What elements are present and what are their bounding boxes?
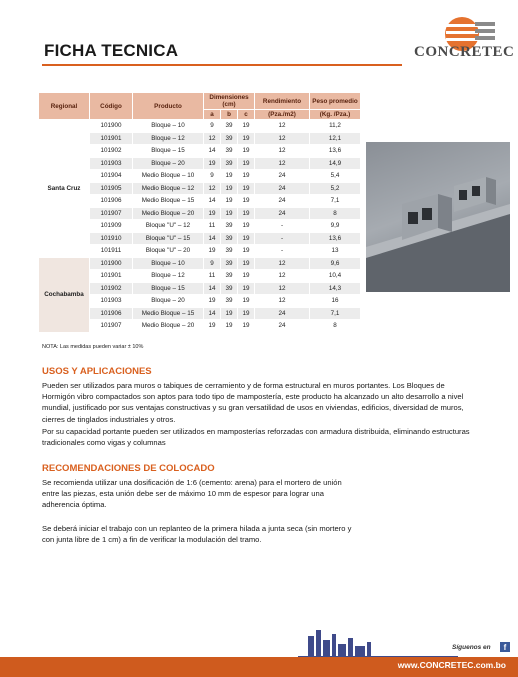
cell-b: 39	[221, 257, 238, 270]
cell-b: 39	[221, 245, 238, 258]
cell-producto: Medio Bloque – 20	[133, 207, 204, 220]
col-rendimiento: Rendimiento	[255, 93, 310, 110]
cell-a: 19	[204, 245, 221, 258]
page-title: FICHA TECNICA	[44, 41, 179, 60]
cell-b: 19	[221, 320, 238, 333]
cell-rendimiento: 24	[255, 320, 310, 333]
cell-codigo: 101901	[90, 270, 133, 283]
col-peso-unit: (Kg. /Pza.)	[310, 110, 361, 120]
cell-producto: Bloque – 15	[133, 145, 204, 158]
cell-a: 14	[204, 232, 221, 245]
cell-c: 19	[238, 307, 255, 320]
col-regional: Regional	[39, 93, 90, 120]
cell-c: 19	[238, 182, 255, 195]
cell-producto: Medio Bloque – 15	[133, 307, 204, 320]
spec-table	[38, 92, 361, 333]
cell-b: 19	[221, 195, 238, 208]
cell-c: 19	[238, 132, 255, 145]
usos-paragraph-1: Pueden ser utilizados para muros o tabiques de cerramiento y de forma estructural en muros portantes. Los Bloques de Hormigón vibro compactados son aptos para todo tipo de mampostería, este producto ha alcanzado un alto desarrollo a nivel mundial, justificado por sus ventajas constructivas y su gran versatilidad de usos en viviendas, edificios, diversidad de muros, cierres de tinglados industriales y otros.	[42, 381, 464, 424]
cell-rendimiento: 12	[255, 157, 310, 170]
cell-codigo: 101904	[90, 170, 133, 183]
col-b: b	[221, 110, 238, 120]
cell-c: 19	[238, 295, 255, 308]
cell-b: 19	[221, 307, 238, 320]
cell-c: 19	[238, 195, 255, 208]
cell-c: 19	[238, 282, 255, 295]
cell-producto: Bloque – 15	[133, 282, 204, 295]
usos-heading: USOS Y APLICACIONES	[42, 366, 152, 377]
cell-peso: 7,1	[310, 307, 361, 320]
cell-codigo: 101906	[90, 307, 133, 320]
follow-us-label: Síguenos en	[452, 644, 491, 651]
cell-producto: Bloque "U" – 20	[133, 245, 204, 258]
cell-a: 9	[204, 170, 221, 183]
cell-rendimiento: -	[255, 245, 310, 258]
cell-producto: Bloque – 20	[133, 295, 204, 308]
cell-a: 14	[204, 145, 221, 158]
cell-peso: 9,9	[310, 220, 361, 233]
cell-producto: Bloque – 10	[133, 257, 204, 270]
cell-c: 19	[238, 257, 255, 270]
concrete-block-photo	[366, 142, 510, 292]
cell-b: 19	[221, 182, 238, 195]
cell-a: 19	[204, 157, 221, 170]
cell-b: 39	[221, 232, 238, 245]
cell-codigo: 101901	[90, 132, 133, 145]
cell-codigo: 101907	[90, 207, 133, 220]
website-url[interactable]: www.CONCRETEC.com.bo	[397, 660, 506, 670]
cell-b: 39	[221, 132, 238, 145]
cell-a: 19	[204, 295, 221, 308]
city-skyline-graphic	[298, 626, 458, 660]
cell-producto: Bloque "U" – 12	[133, 220, 204, 233]
cell-a: 14	[204, 195, 221, 208]
cell-codigo: 101903	[90, 157, 133, 170]
cell-c: 19	[238, 270, 255, 283]
cell-rendimiento: 12	[255, 282, 310, 295]
cell-codigo: 101907	[90, 320, 133, 333]
cell-codigo: 101903	[90, 295, 133, 308]
cell-rendimiento: 24	[255, 207, 310, 220]
cell-rendimiento: 24	[255, 182, 310, 195]
cell-b: 39	[221, 157, 238, 170]
cell-codigo: 101910	[90, 232, 133, 245]
cell-b: 39	[221, 220, 238, 233]
col-codigo: Código	[90, 93, 133, 120]
cell-rendimiento: 12	[255, 132, 310, 145]
cell-a: 19	[204, 320, 221, 333]
cell-codigo: 101900	[90, 120, 133, 133]
cell-codigo: 101905	[90, 182, 133, 195]
cell-rendimiento: 12	[255, 257, 310, 270]
cell-a: 14	[204, 307, 221, 320]
logo-wordmark: CONCRETEC	[414, 44, 515, 60]
cell-rendimiento: 12	[255, 120, 310, 133]
cell-peso: 16	[310, 295, 361, 308]
cell-codigo: 101906	[90, 195, 133, 208]
cell-peso: 8	[310, 320, 361, 333]
cell-codigo: 101909	[90, 220, 133, 233]
cell-c: 19	[238, 120, 255, 133]
cell-peso: 13,6	[310, 232, 361, 245]
cell-c: 19	[238, 207, 255, 220]
cell-peso: 14,9	[310, 157, 361, 170]
cell-peso: 5,4	[310, 170, 361, 183]
cell-c: 19	[238, 245, 255, 258]
cell-a: 11	[204, 220, 221, 233]
cell-c: 19	[238, 145, 255, 158]
col-dimensiones: Dimensiones (cm)	[204, 93, 255, 110]
cell-peso: 13	[310, 245, 361, 258]
cell-c: 19	[238, 232, 255, 245]
col-rend-unit: (Pza./m2)	[255, 110, 310, 120]
cell-producto: Bloque – 10	[133, 120, 204, 133]
table-note: NOTA: Las medidas pueden variar ± 10%	[42, 344, 144, 350]
cell-a: 11	[204, 270, 221, 283]
cell-producto: Bloque – 20	[133, 157, 204, 170]
recomendaciones-heading: RECOMENDACIONES DE COLOCADO	[42, 463, 215, 474]
cell-rendimiento: 24	[255, 195, 310, 208]
cell-codigo: 101911	[90, 245, 133, 258]
cell-peso: 10,4	[310, 270, 361, 283]
cell-a: 9	[204, 120, 221, 133]
cell-b: 39	[221, 270, 238, 283]
cell-rendimiento: -	[255, 220, 310, 233]
table-row	[39, 257, 361, 270]
cell-rendimiento: 12	[255, 295, 310, 308]
cell-producto: Bloque "U" – 15	[133, 232, 204, 245]
region-cell: Cochabamba	[39, 257, 90, 332]
cell-producto: Medio Bloque – 10	[133, 170, 204, 183]
cell-c: 19	[238, 320, 255, 333]
table-row	[39, 120, 361, 133]
cell-peso: 13,6	[310, 145, 361, 158]
cell-producto: Bloque – 12	[133, 132, 204, 145]
col-peso: Peso promedio	[310, 93, 361, 110]
cell-a: 19	[204, 207, 221, 220]
cell-peso: 8	[310, 207, 361, 220]
cell-b: 39	[221, 282, 238, 295]
region-cell: Santa Cruz	[39, 120, 90, 258]
cell-producto: Medio Bloque – 20	[133, 320, 204, 333]
cell-rendimiento: 24	[255, 170, 310, 183]
cell-codigo: 101902	[90, 145, 133, 158]
cell-a: 12	[204, 132, 221, 145]
usos-paragraph-2: Por su capacidad portante pueden ser utilizados en mamposterías reforzadas con armadura distribuida, eliminando estructuras tradicionales como vigas y columnas	[42, 427, 470, 448]
cell-c: 19	[238, 220, 255, 233]
cell-rendimiento: 12	[255, 270, 310, 283]
cell-a: 9	[204, 257, 221, 270]
cell-b: 39	[221, 145, 238, 158]
cell-producto: Medio Bloque – 15	[133, 195, 204, 208]
cell-c: 19	[238, 170, 255, 183]
col-producto: Producto	[133, 93, 204, 120]
cell-a: 12	[204, 182, 221, 195]
cell-a: 14	[204, 282, 221, 295]
recomendaciones-paragraph-1: Se recomienda utilizar una dosificación de 1:6 (cemento: arena) para el mortero de unión entre las piezas, esta unión debe ser de máximo 10 mm de espesor para lograr una adherencia óptima.	[42, 478, 342, 510]
cell-rendimiento: -	[255, 232, 310, 245]
cell-peso: 11,2	[310, 120, 361, 133]
cell-peso: 12,1	[310, 132, 361, 145]
cell-rendimiento: 24	[255, 307, 310, 320]
facebook-icon[interactable]: f	[500, 642, 510, 652]
recomendaciones-paragraph-2: Se deberá iniciar el trabajo con un replanteo de la primera hilada a junta seca (sin mortero y con junta libre de 1 cm) a fin de verificar la modulación del tramo.	[42, 524, 352, 545]
cell-b: 19	[221, 207, 238, 220]
col-a: a	[204, 110, 221, 120]
cell-peso: 5,2	[310, 182, 361, 195]
cell-peso: 7,1	[310, 195, 361, 208]
cell-b: 39	[221, 295, 238, 308]
cell-b: 39	[221, 120, 238, 133]
cell-rendimiento: 12	[255, 145, 310, 158]
col-c: c	[238, 110, 255, 120]
cell-codigo: 101902	[90, 282, 133, 295]
cell-c: 19	[238, 157, 255, 170]
cell-b: 19	[221, 170, 238, 183]
title-divider	[42, 64, 402, 66]
cell-peso: 9,6	[310, 257, 361, 270]
cell-codigo: 101900	[90, 257, 133, 270]
cell-producto: Medio Bloque – 12	[133, 182, 204, 195]
cell-peso: 14,3	[310, 282, 361, 295]
cell-producto: Bloque – 12	[133, 270, 204, 283]
